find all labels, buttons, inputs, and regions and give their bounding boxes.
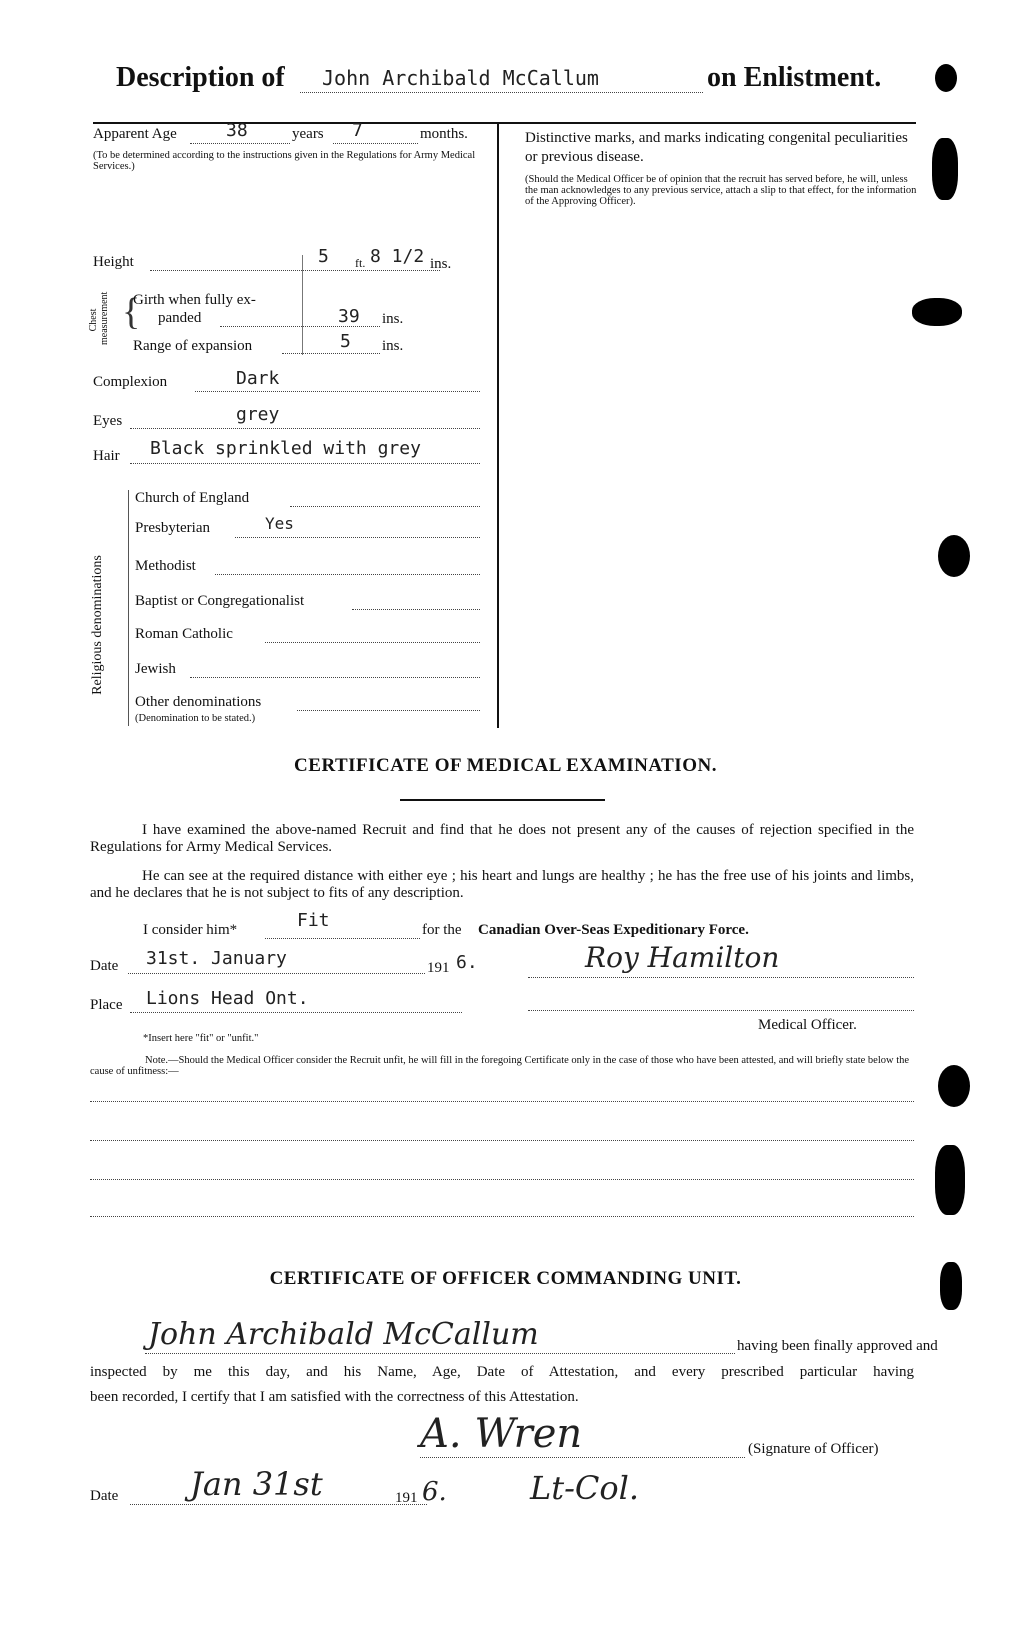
- age-years: 38: [226, 120, 248, 141]
- fitness-value: Fit: [297, 910, 330, 931]
- age-note: (To be determined according to the instructions given in the Regulations for Army Medical Services.): [93, 150, 476, 172]
- medical-para-2: He can see at the required distance with either eye ; his heart and lungs are healthy ; he has the free use of his joints and limbs, and he declares that he is not subject to fits of any description.: [90, 868, 914, 901]
- for-label: for the: [422, 922, 462, 938]
- consider-label: I consider him*: [143, 922, 238, 938]
- year-prefix: 191: [427, 960, 450, 976]
- commanding-date-label: Date: [90, 1488, 119, 1504]
- commanding-year-suffix: 6.: [422, 1477, 447, 1507]
- presbyterian-value: Yes: [265, 514, 294, 533]
- force-name: Canadian Over-Seas Expeditionary Force.: [478, 922, 749, 938]
- ins-label: ins.: [382, 311, 404, 327]
- complexion-value: Dark: [236, 368, 280, 389]
- punch-hole: [912, 298, 962, 326]
- girth-label: Girth when fully ex-: [133, 292, 256, 308]
- officer-rank: Lt-Col.: [530, 1469, 640, 1507]
- height-in: 8 1/2: [370, 246, 425, 267]
- girth-label-2: panded: [158, 310, 202, 326]
- years-label: years: [292, 126, 324, 142]
- height-ft: 5: [318, 246, 329, 267]
- chest-label: Chest measurement: [88, 291, 110, 345]
- punch-hole: [935, 64, 957, 92]
- header-prefix: Description of: [116, 62, 285, 93]
- religion-jewish: Jewish: [135, 661, 176, 677]
- commanding-date: Jan 31st: [190, 1465, 323, 1503]
- unfit-note: Note.—Should the Medical Officer consider the Recruit unfit, he will fill in the foregoing Certificate only in the case of those who have been attested, and will briefly state below the cause of unfitness:—: [90, 1055, 910, 1077]
- medical-title: CERTIFICATE OF MEDICAL EXAMINATION.: [294, 755, 717, 776]
- girth-value: 39: [338, 306, 360, 327]
- complexion-label: Complexion: [93, 374, 168, 390]
- commanding-year-prefix: 191: [395, 1490, 418, 1506]
- religion-presbyterian: Presbyterian: [135, 520, 210, 536]
- ins-label: ins.: [430, 256, 452, 272]
- religion-roman-catholic: Roman Catholic: [135, 626, 233, 642]
- commanding-text-1: having been finally approved and: [737, 1338, 938, 1354]
- date-label: Date: [90, 958, 119, 974]
- medical-para-1: I have examined the above-named Recruit and find that he does not present any of the causes of rejection specified in the Regulations for Army Medical Services.: [90, 822, 914, 855]
- year-suffix: 6.: [456, 952, 478, 973]
- range-label: Range of expansion: [133, 338, 253, 354]
- range-value: 5: [340, 331, 351, 352]
- age-months: 7: [352, 120, 363, 141]
- religion-church-of-england: Church of England: [135, 490, 250, 506]
- eyes-value: grey: [236, 404, 280, 425]
- hair-label: Hair: [93, 448, 120, 464]
- hair-value: Black sprinkled with grey: [150, 438, 421, 459]
- place-value: Lions Head Ont.: [146, 988, 309, 1009]
- brace: {: [122, 291, 141, 333]
- marks-label: Distinctive marks, and marks indicating congenital peculiarities or previous disease.: [525, 130, 908, 165]
- recruit-name: John Archibald McCallum: [322, 66, 599, 90]
- medical-officer-signature: Roy Hamilton: [585, 941, 780, 974]
- religion-baptist: Baptist or Congregationalist: [135, 593, 305, 609]
- punch-hole: [932, 138, 958, 200]
- commanding-text-3: been recorded, I certify that I am satisfied with the correctness of this Attestation.: [90, 1389, 579, 1405]
- commanding-title: CERTIFICATE OF OFFICER COMMANDING UNIT.: [269, 1268, 742, 1289]
- medical-officer-label: Medical Officer.: [758, 1017, 857, 1033]
- place-label: Place: [90, 997, 123, 1013]
- months-label: months.: [420, 126, 468, 142]
- medical-date: 31st. January: [146, 948, 287, 969]
- ft-label: ft.: [355, 256, 366, 270]
- commanding-text-2: inspected by me this day, and his Name, Age, Date of Attestation, and every prescribed particular having: [90, 1364, 914, 1380]
- religion-other: Other denominations: [135, 694, 262, 710]
- denomination-note: (Denomination to be stated.): [135, 713, 256, 724]
- punch-hole: [938, 1065, 970, 1107]
- commanding-officer-signature: A. Wren: [420, 1411, 583, 1457]
- ins-label: ins.: [382, 338, 404, 354]
- punch-hole: [935, 1145, 965, 1215]
- marks-note: (Should the Medical Officer be of opinion that the recruit has served before, he will, unless the man acknowledges to any previous service, attach a slip to that effect, for the information of the Approving Officer).: [525, 174, 917, 207]
- insert-note: *Insert here "fit" or "unfit.": [143, 1033, 259, 1044]
- age-label: Apparent Age: [93, 126, 177, 142]
- religion-methodist: Methodist: [135, 558, 196, 574]
- religion-label: Religious denominations: [90, 555, 105, 695]
- recruit-signature: John Archibald McCallum: [148, 1317, 539, 1352]
- signature-label: (Signature of Officer): [748, 1441, 879, 1457]
- eyes-label: Eyes: [93, 413, 123, 429]
- height-label: Height: [93, 254, 134, 270]
- header-suffix: on Enlistment.: [707, 62, 882, 93]
- punch-hole: [938, 535, 970, 577]
